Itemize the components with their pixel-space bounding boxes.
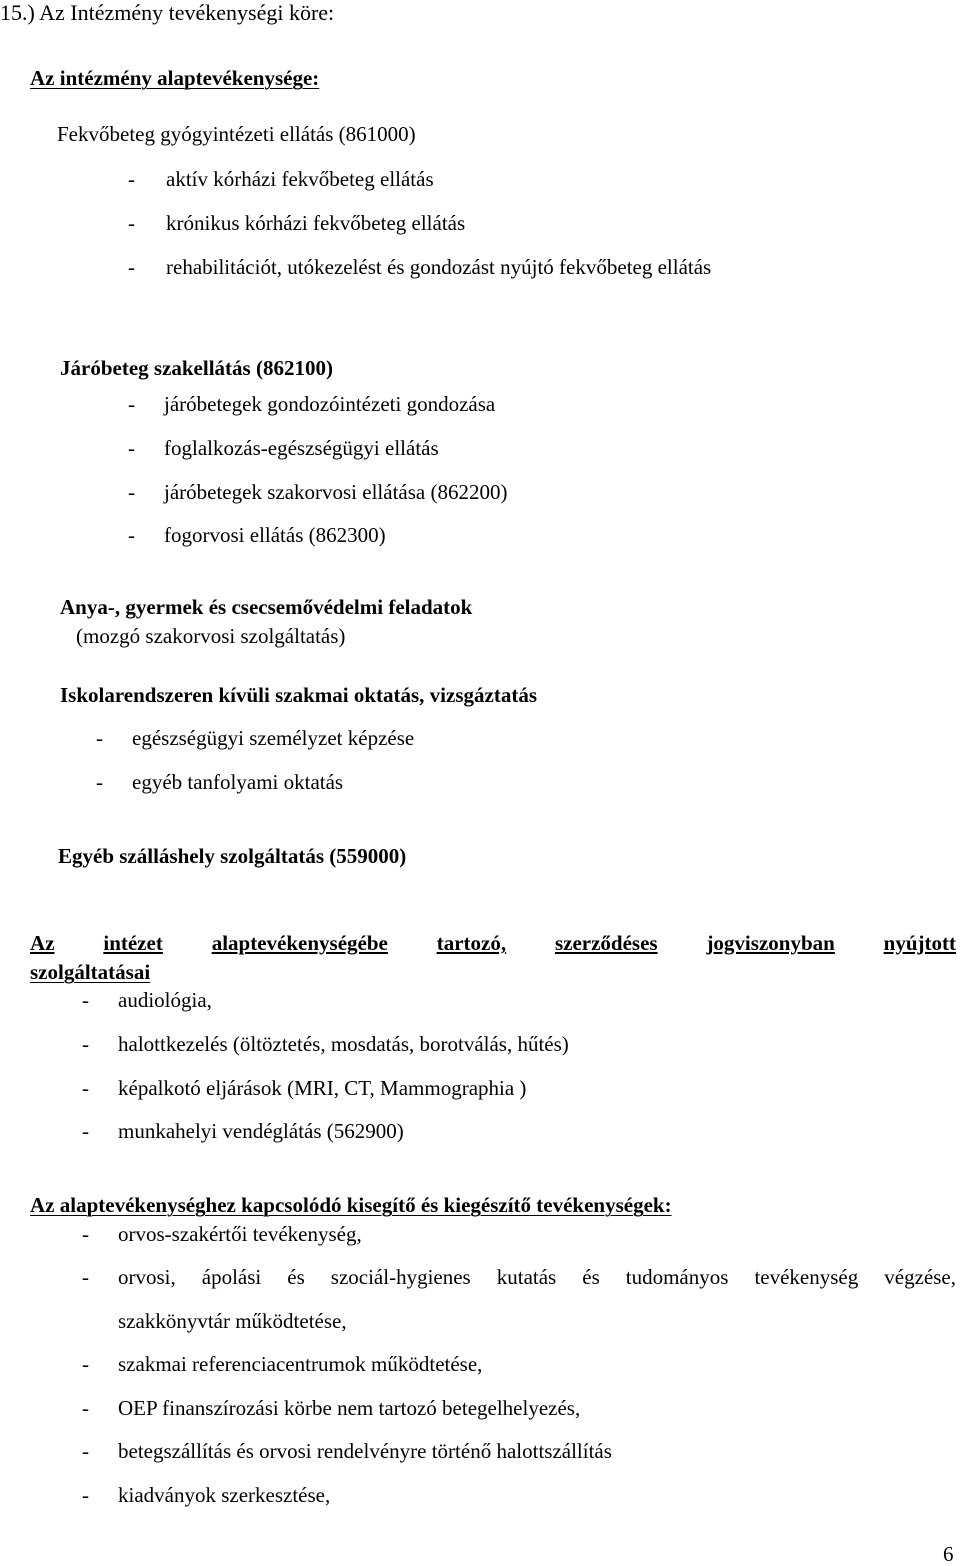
page-number: 6 — [943, 1542, 954, 1566]
supplementary-item: betegszállítás és orvosi rendelvényre történő halottszállítás — [118, 1439, 612, 1463]
title-word: intézet — [103, 931, 163, 955]
supplementary-item-research-line2: szakkönyvtár működtetése, — [118, 1309, 347, 1333]
list-dash: - — [82, 1222, 89, 1246]
contracted-item: munkahelyi vendéglátás (562900) — [118, 1119, 404, 1143]
contracted-item: halottkezelés (öltöztetés, mosdatás, borotválás, hűtés) — [118, 1032, 569, 1056]
inpatient-title: Fekvőbeteg gyógyintézeti ellátás (861000) — [57, 122, 416, 146]
item-word: és — [582, 1265, 600, 1289]
list-dash: - — [128, 480, 135, 504]
supplementary-item: orvos-szakértői tevékenység, — [118, 1222, 362, 1246]
education-item: egyéb tanfolyami oktatás — [132, 770, 344, 794]
list-dash: - — [128, 392, 135, 416]
title-word: Az — [30, 931, 55, 955]
education-title: Iskolarendszeren kívüli szakmai oktatás, vizsgáztatás — [60, 683, 537, 707]
title-word: tartozó, — [436, 931, 507, 955]
list-dash: - — [128, 167, 135, 191]
title-word: szerződéses — [554, 931, 658, 955]
supplementary-item-research-line1 — [118, 1267, 956, 1288]
supplementary-item: kiadványok szerkesztése, — [118, 1483, 331, 1507]
supplementary-item: OEP finanszírozási körbe nem tartozó betegelhelyezés, — [118, 1396, 581, 1420]
list-dash: - — [96, 770, 103, 794]
item-word: ápolási — [201, 1265, 262, 1289]
inpatient-item: krónikus kórházi fekvőbeteg ellátás — [166, 211, 466, 235]
outpatient-item: járóbetegek szakorvosi ellátása (862200) — [164, 480, 508, 504]
list-dash: - — [82, 1032, 89, 1056]
accommodation-title: Egyéb szálláshely szolgáltatás (559000) — [58, 844, 407, 868]
list-dash: - — [96, 726, 103, 750]
list-dash: - — [128, 523, 135, 547]
list-dash: - — [82, 1396, 89, 1420]
maternal-title: Anya-, gyermek és csecsemővédelmi feladatok — [60, 595, 473, 619]
item-word: szociál-hygienes — [330, 1265, 471, 1289]
page-title: 15.) Az Intézmény tevékenységi köre: — [0, 0, 335, 25]
list-dash: - — [82, 1119, 89, 1143]
contracted-title-line2: szolgáltatásai — [30, 960, 151, 984]
list-dash: - — [82, 1265, 89, 1289]
list-dash: - — [82, 1076, 89, 1100]
item-word: orvosi, — [118, 1265, 176, 1289]
list-dash: - — [128, 211, 135, 235]
supplementary-item: szakmai referenciacentrumok működtetése, — [118, 1352, 483, 1376]
maternal-subtitle: (mozgó szakorvosi szolgáltatás) — [76, 624, 346, 648]
outpatient-item: foglalkozás-egészségügyi ellátás — [164, 436, 439, 460]
item-word: tudományos — [625, 1265, 729, 1289]
outpatient-item: fogorvosi ellátás (862300) — [164, 523, 386, 547]
basic-activity-heading: Az intézmény alaptevékenysége: — [30, 66, 320, 90]
education-item: egészségügyi személyzet képzése — [132, 726, 415, 750]
inpatient-item: rehabilitációt, utókezelést és gondozást nyújtó fekvőbeteg ellátás — [166, 255, 712, 279]
title-word: nyújtott — [883, 931, 956, 955]
list-dash: - — [82, 1352, 89, 1376]
list-dash: - — [82, 1439, 89, 1463]
list-dash: - — [82, 1483, 89, 1507]
title-word: jogviszonyban — [706, 931, 835, 955]
outpatient-item: járóbetegek gondozóintézeti gondozása — [164, 392, 496, 416]
list-dash: - — [128, 436, 135, 460]
contracted-title-line1 — [30, 933, 956, 954]
list-dash: - — [128, 255, 135, 279]
item-word: tevékenység — [754, 1265, 859, 1289]
item-word: kutatás — [496, 1265, 557, 1289]
item-word: és — [287, 1265, 305, 1289]
contracted-item: képalkotó eljárások (MRI, CT, Mammographia ) — [118, 1076, 527, 1100]
outpatient-title: Járóbeteg szakellátás (862100) — [60, 356, 333, 380]
contracted-item: audiológia, — [118, 988, 212, 1012]
supplementary-title: Az alaptevékenységhez kapcsolódó kisegítő és kiegészítő tevékenységek: — [30, 1193, 672, 1217]
title-word: alaptevékenységébe — [211, 931, 388, 955]
item-word: végzése, — [884, 1265, 956, 1289]
list-dash: - — [82, 988, 89, 1012]
inpatient-item: aktív kórházi fekvőbeteg ellátás — [166, 167, 434, 191]
